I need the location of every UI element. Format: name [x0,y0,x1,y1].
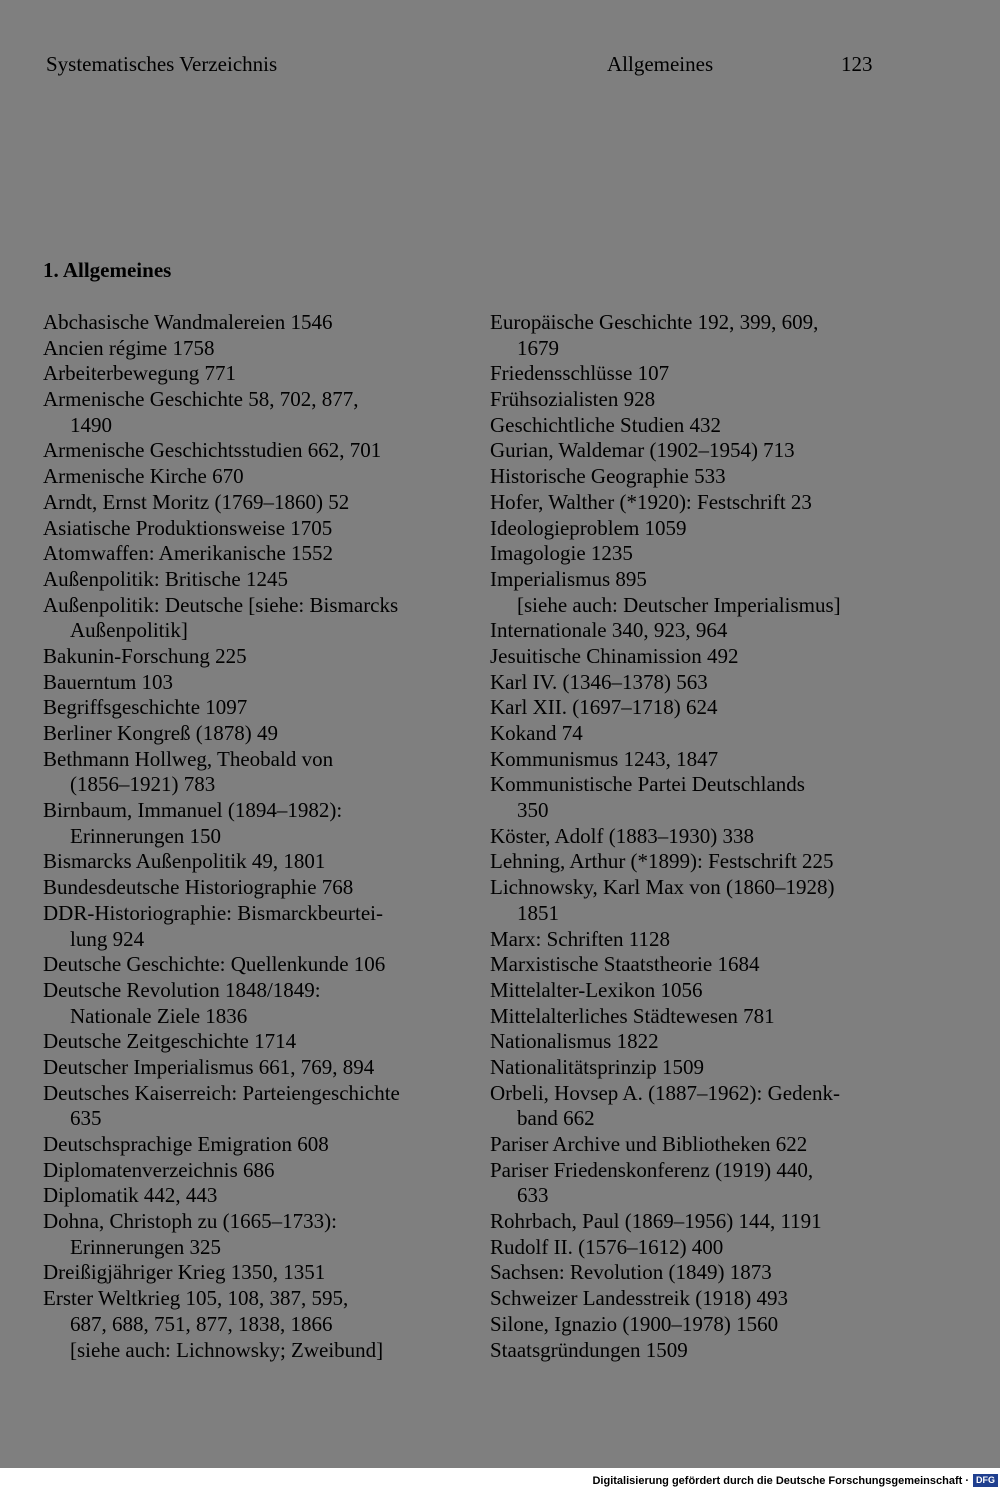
index-entry: Erster Weltkrieg 105, 108, 387, 595, [43,1286,349,1311]
index-entry: Abchasische Wandmalereien 1546 [43,310,333,334]
index-entry: Silone, Ignazio (1900–1978) 1560 [490,1311,779,1336]
index-entry: Dohna, Christoph zu (1665–1733): [43,1209,337,1234]
index-entry: Begriffsgeschichte 1097 [43,695,248,720]
index-entry: Pariser Archive und Bibliotheken 622 [490,1132,808,1156]
index-entry: DDR-Historiographie: Bismarckbeurtei- [43,900,383,925]
index-entry: Lehning, Arthur (*1899): Festschrift 225 [490,849,834,874]
running-header-title: Systematisches Verzeichnis [46,52,278,76]
index-entry: Orbeli, Hovsep A. (1887–1962): Gedenk- [490,1080,840,1105]
index-entry: Hofer, Walther (*1920): Festschrift 23 [490,489,812,514]
index-entry-continuation: band 662 [517,1106,595,1131]
index-entry-continuation: [siehe auch: Lichnowsky; Zweibund] [70,1337,384,1362]
index-entry-continuation: [siehe auch: Deutscher Imperialismus] [517,592,841,617]
index-entry-continuation: 635 [70,1106,102,1131]
index-entry-continuation: Erinnerungen 150 [70,823,222,848]
index-entry: Kommunistische Partei Deutschlands [490,772,805,797]
index-entry: Armenische Geschichtsstudien 662, 701 [43,438,382,463]
index-entry: Gurian, Waldemar (1902–1954) 713 [490,438,795,463]
index-entry: Europäische Geschichte 192, 399, 609, [490,310,819,334]
page-number: 123 [841,52,873,76]
index-entry-continuation: 350 [517,798,549,823]
index-entry: Deutsches Kaiserreich: Parteiengeschichte [43,1080,400,1105]
digitization-footer [592,1474,998,1487]
index-entry-continuation: 1851 [517,900,559,925]
index-entry-continuation: (1856–1921) 783 [70,772,216,797]
index-entry: Deutsche Zeitgeschichte 1714 [43,1029,297,1054]
index-entry: Birnbaum, Immanuel (1894–1982): [43,798,343,823]
index-entry: Rudolf II. (1576–1612) 400 [490,1234,724,1259]
index-entry: Nationalismus 1822 [490,1029,659,1054]
index-entry: Historische Geographie 533 [490,464,726,489]
index-entry: Internationale 340, 923, 964 [490,618,728,643]
index-entry: Mittelalterliches Städtewesen 781 [490,1003,775,1028]
index-entry: Deutscher Imperialismus 661, 769, 894 [43,1054,375,1079]
index-entry: Bundesdeutsche Historiographie 768 [43,875,354,900]
index-entry: Imagologie 1235 [490,541,633,566]
index-entry: Mittelalter-Lexikon 1056 [490,977,703,1002]
index-entry-continuation: 1490 [70,412,112,437]
index-entry: Diplomatenverzeichnis 686 [43,1157,275,1182]
index-entry: Armenische Kirche 670 [43,464,244,489]
index-entry: Deutsche Geschichte: Quellenkunde 106 [43,952,386,977]
index-entry: Lichnowsky, Karl Max von (1860–1928) [490,875,835,900]
section-heading: 1. Allgemeines [43,258,172,282]
index-entry: Staatsgründungen 1509 [490,1337,688,1362]
index-entry: Jesuitische Chinamission 492 [490,643,739,668]
index-entry: Karl XII. (1697–1718) 624 [490,695,718,720]
index-column-left [43,310,473,1363]
index-entry-continuation: Erinnerungen 325 [70,1234,222,1259]
index-entry: Geschichtliche Studien 432 [490,412,721,437]
index-entry: Dreißigjähriger Krieg 1350, 1351 [43,1260,326,1285]
index-entry: Außenpolitik: Deutsche [siehe: Bismarcks [43,592,399,617]
index-entry: Außenpolitik: Britische 1245 [43,566,288,591]
index-entry: Berliner Kongreß (1878) 49 [43,721,279,745]
index-entry: Arndt, Ernst Moritz (1769–1860) 52 [43,489,350,514]
index-entry: Bismarcks Außenpolitik 49, 1801 [43,849,326,874]
index-entry: Frühsozialisten 928 [490,387,656,412]
index-entry: Bauerntum 103 [43,669,174,694]
index-entry: Arbeiterbewegung 771 [43,361,237,386]
index-entry-continuation: Nationale Ziele 1836 [70,1003,248,1028]
footer-credit-text: Digitalisierung gefördert durch die Deutsche Forschungsgemeinschaft · [592,1474,969,1487]
index-column-right [490,310,910,1363]
index-entry: Marxistische Staatstheorie 1684 [490,952,760,977]
index-entry: Atomwaffen: Amerikanische 1552 [43,541,334,566]
dfg-logo: DFG [973,1474,998,1487]
index-entry: Deutschsprachige Emigration 608 [43,1132,329,1156]
index-entry: Kokand 74 [490,721,583,745]
index-entry: Karl IV. (1346–1378) 563 [490,669,708,694]
index-entry: Rohrbach, Paul (1869–1956) 144, 1191 [490,1209,822,1234]
index-entry: Schweizer Landesstreik (1918) 493 [490,1286,788,1311]
index-entry: Imperialismus 895 [490,566,647,591]
index-entry-continuation: 1679 [517,335,559,360]
index-entry-continuation: Außenpolitik] [70,618,188,643]
running-header-section: Allgemeines [607,52,714,76]
index-entry: Bakunin-Forschung 225 [43,643,247,668]
index-entry: Ancien régime 1758 [43,335,215,360]
index-entry: Ideologieproblem 1059 [490,515,687,540]
index-entry: Deutsche Revolution 1848/1849: [43,977,321,1002]
index-entry: Armenische Geschichte 58, 702, 877, [43,387,359,412]
index-entry-continuation: 687, 688, 751, 877, 1838, 1866 [70,1311,333,1336]
index-entry: Bethmann Hollweg, Theobald von [43,746,334,771]
index-entry: Asiatische Produktionsweise 1705 [43,515,333,540]
index-entry: Kommunismus 1243, 1847 [490,746,719,771]
index-entry: Köster, Adolf (1883–1930) 338 [490,823,754,848]
index-entry: Pariser Friedenskonferenz (1919) 440, [490,1157,814,1182]
index-entry: Marx: Schriften 1128 [490,926,671,951]
index-entry: Nationalitätsprinzip 1509 [490,1054,705,1079]
index-entry: Friedensschlüsse 107 [490,361,670,386]
index-entry: Diplomatik 442, 443 [43,1183,218,1208]
index-entry-continuation: lung 924 [70,926,145,951]
index-entry: Sachsen: Revolution (1849) 1873 [490,1260,772,1285]
index-entry-continuation: 633 [517,1183,549,1208]
